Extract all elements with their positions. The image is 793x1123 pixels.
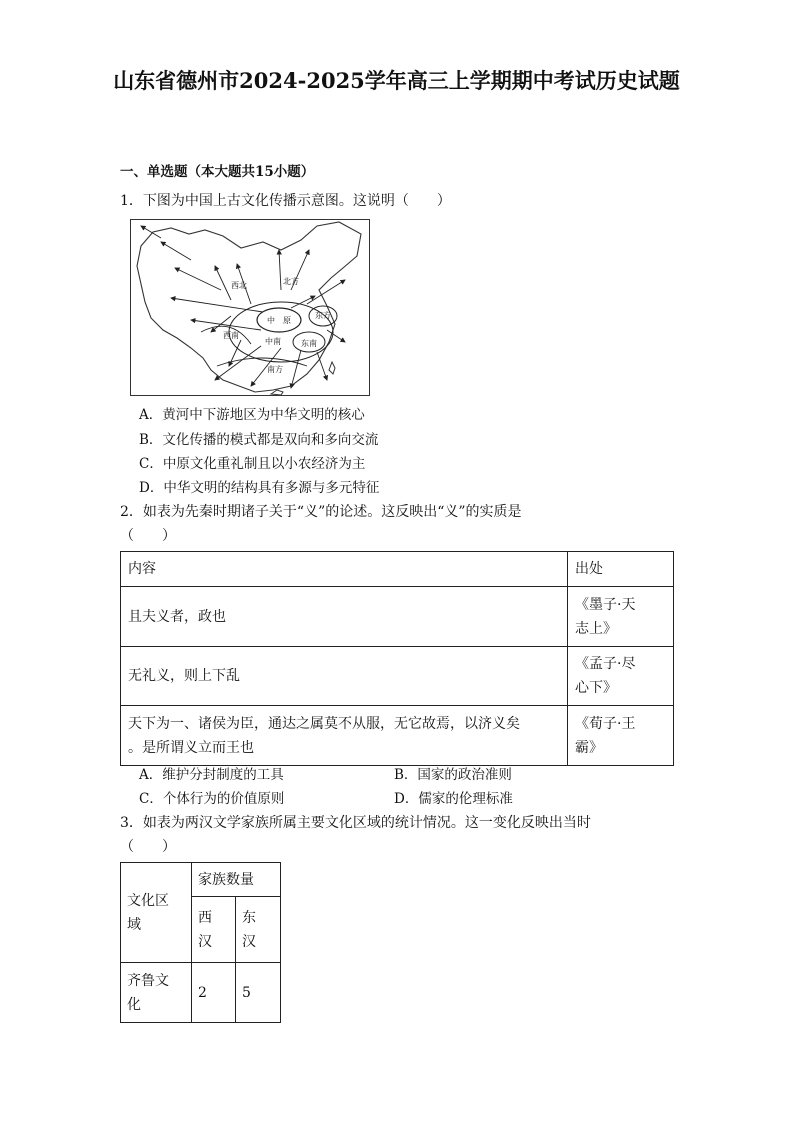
q2-table xyxy=(120,551,674,766)
culture-spread-map xyxy=(130,219,370,396)
label-zhongnan: 中南 xyxy=(265,337,281,346)
q2-row1-source xyxy=(568,587,674,647)
q2-row2-source-line2: 心下》 xyxy=(575,680,617,696)
hainan-island xyxy=(271,390,283,395)
q3-east-line2: 汉 xyxy=(242,933,256,950)
q2-row1-source-line1: 《墨子·天 xyxy=(575,596,636,613)
china-map-figure xyxy=(131,220,369,395)
q2-row2-content-text: 无礼义，则上下乱 xyxy=(128,668,240,684)
q3-row1-region-line1: 齐鲁文 xyxy=(127,972,169,989)
label-xinan: 西南 xyxy=(223,331,239,340)
q2-row2-source-line1: 《孟子·尽 xyxy=(575,656,636,672)
q3-east-line1: 东 xyxy=(242,909,256,926)
q3-west-line1: 西 xyxy=(198,909,212,926)
section-heading: 一、单选题（本大题共15小题） xyxy=(120,164,315,180)
q3-row1-east: 5 xyxy=(236,963,281,1023)
q3-subheader-east xyxy=(236,897,281,963)
q3-count-header: 家族数量 xyxy=(192,863,281,897)
q1-option-b[interactable]: B．文化传播的模式都是双向和多向交流 xyxy=(139,432,379,448)
label-dongfang: 东方 xyxy=(315,311,331,320)
q2-row1-source-line2: 志上》 xyxy=(575,620,617,637)
q2-row2-source xyxy=(568,647,674,706)
label-beifang: 北方 xyxy=(283,277,299,286)
question-1-stem: 1．下图为中国上古文化传播示意图。这说明（ ） xyxy=(120,193,451,209)
question-2-stem: 2．如表为先秦时期诸子关于“义”的论述。这反映出“义”的实质是 xyxy=(120,504,522,520)
q2-option-b[interactable]: B．国家的政治准则 xyxy=(394,767,512,783)
q3-region-header-line1: 文化区 xyxy=(127,892,169,909)
q2-row3-source xyxy=(568,706,674,766)
q2-row3-source-line1: 《荀子·王 xyxy=(575,715,636,732)
q3-table xyxy=(120,862,281,1023)
q1-option-d[interactable]: D．中华文明的结构具有多源与多元特征 xyxy=(139,480,380,496)
question-3-stem-bracket: （ ） xyxy=(120,839,176,855)
table-row xyxy=(121,963,281,1023)
q2-header-source: 出处 xyxy=(568,552,674,587)
q2-row1-content-text: 且夫义者，政也 xyxy=(128,608,226,625)
taiwan-island xyxy=(329,362,335,374)
q2-row3-content-line2: 。是所谓义立而王也 xyxy=(128,739,254,756)
document-title: 山东省德州市2024-2025学年高三上学期期中考试历史试题 xyxy=(113,68,680,93)
q2-header-content: 内容 xyxy=(121,552,568,587)
question-2-stem-bracket: （ ） xyxy=(120,528,176,544)
q2-option-d[interactable]: D．儒家的伦理标准 xyxy=(394,791,513,807)
q2-table-header-row xyxy=(121,552,674,587)
q3-west-line2: 汉 xyxy=(198,933,212,950)
q3-row1-region xyxy=(121,963,192,1023)
q2-option-a[interactable]: A．维护分封制度的工具 xyxy=(139,767,284,783)
q1-option-c[interactable]: C．中原文化重礼制且以小农经济为主 xyxy=(139,456,366,472)
q2-row3-content xyxy=(121,706,568,766)
q3-row1-west: 2 xyxy=(192,963,236,1023)
question-3-stem: 3．如表为两汉文学家族所属主要文化区域的统计情况。这一变化反映出当时 xyxy=(120,815,591,831)
q2-row3-source-line2: 霸》 xyxy=(575,739,603,756)
q3-region-header-line2: 域 xyxy=(127,916,141,933)
q2-row2-content xyxy=(121,647,568,706)
q2-row1-content xyxy=(121,587,568,647)
q3-region-header xyxy=(121,863,192,963)
label-xibei: 西北 xyxy=(231,281,247,290)
q3-subheader-west xyxy=(192,897,236,963)
q2-option-c[interactable]: C．个体行为的价值原则 xyxy=(139,791,285,807)
q1-option-a[interactable]: A．黄河中下游地区为中华文明的核心 xyxy=(139,407,365,423)
q2-row3-content-line1: 天下为一、诸侯为臣，通达之属莫不从服，无它故焉，以济义矣 xyxy=(128,715,520,732)
diffusion-arrows xyxy=(141,226,345,388)
table-row xyxy=(121,587,674,647)
label-nanfang: 南方 xyxy=(267,365,283,374)
label-dongnan: 东南 xyxy=(301,339,317,348)
table-row xyxy=(121,706,674,766)
label-zhongyuan: 中 原 xyxy=(267,316,291,325)
table-row xyxy=(121,647,674,706)
q3-row1-region-line2: 化 xyxy=(127,996,141,1013)
southern-curve xyxy=(217,358,307,366)
